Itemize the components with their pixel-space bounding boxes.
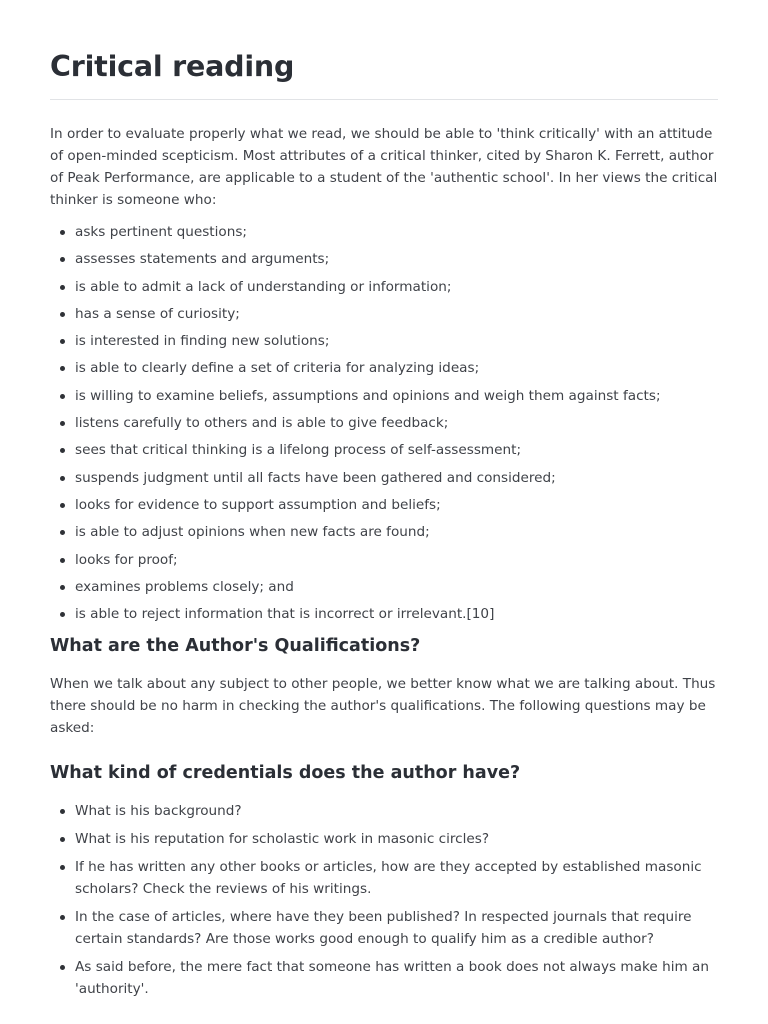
list-item: assesses statements and arguments; <box>75 248 718 270</box>
list-item: What is his reputation for scholastic work in masonic circles? <box>75 828 718 850</box>
list-item: In the case of articles, where have they been published? In respected journals that require certain standards? Are those works good enough to qualify him as a credible author? <box>75 906 718 950</box>
list-item: is able to admit a lack of understanding or information; <box>75 276 718 298</box>
list-item: looks for evidence to support assumption and beliefs; <box>75 494 718 516</box>
list-item: listens carefully to others and is able to give feedback; <box>75 412 718 434</box>
list-item: looks for proof; <box>75 549 718 571</box>
page-title: Critical reading <box>50 50 295 83</box>
list-item: If he has written any other books or articles, how are they accepted by established masonic scholars? Check the reviews of his writings. <box>75 856 718 900</box>
credentials-heading: What kind of credentials does the author have? <box>50 763 521 784</box>
qualifications-heading: What are the Author's Qualifications? <box>50 636 421 657</box>
title-divider <box>50 99 718 100</box>
list-item: is willing to examine beliefs, assumptions and opinions and weigh them against facts; <box>75 385 718 407</box>
list-item: suspends judgment until all facts have been gathered and considered; <box>75 467 718 489</box>
list-item: is able to reject information that is incorrect or irrelevant.[10] <box>75 603 718 625</box>
list-item: What is his background? <box>75 800 718 822</box>
list-item: is able to adjust opinions when new facts are found; <box>75 521 718 543</box>
list-item: is able to clearly define a set of criteria for analyzing ideas; <box>75 357 718 379</box>
critical-thinker-list <box>50 221 718 625</box>
list-item: examines problems closely; and <box>75 576 718 598</box>
intro-paragraph: In order to evaluate properly what we read, we should be able to 'think critically' with an attitude of open-minded scepticism. Most attributes of a critical thinker, cited by Sharon K. Ferrett, author of Peak Performance, are applicable to a student of the 'authentic school'. In her views the critical thinker is someone who: <box>50 126 718 208</box>
credentials-list <box>50 800 718 1000</box>
list-item: is interested in finding new solutions; <box>75 330 718 352</box>
list-item: has a sense of curiosity; <box>75 303 718 325</box>
list-item: sees that critical thinking is a lifelong process of self-assessment; <box>75 439 718 461</box>
list-item: As said before, the mere fact that someone has written a book does not always make him an 'authority'. <box>75 956 718 1000</box>
qualifications-paragraph: When we talk about any subject to other people, we better know what we are talking about. Thus there should be no harm in checking the author's qualifications. The following questions may be asked: <box>50 676 716 737</box>
list-item: asks pertinent questions; <box>75 221 718 243</box>
